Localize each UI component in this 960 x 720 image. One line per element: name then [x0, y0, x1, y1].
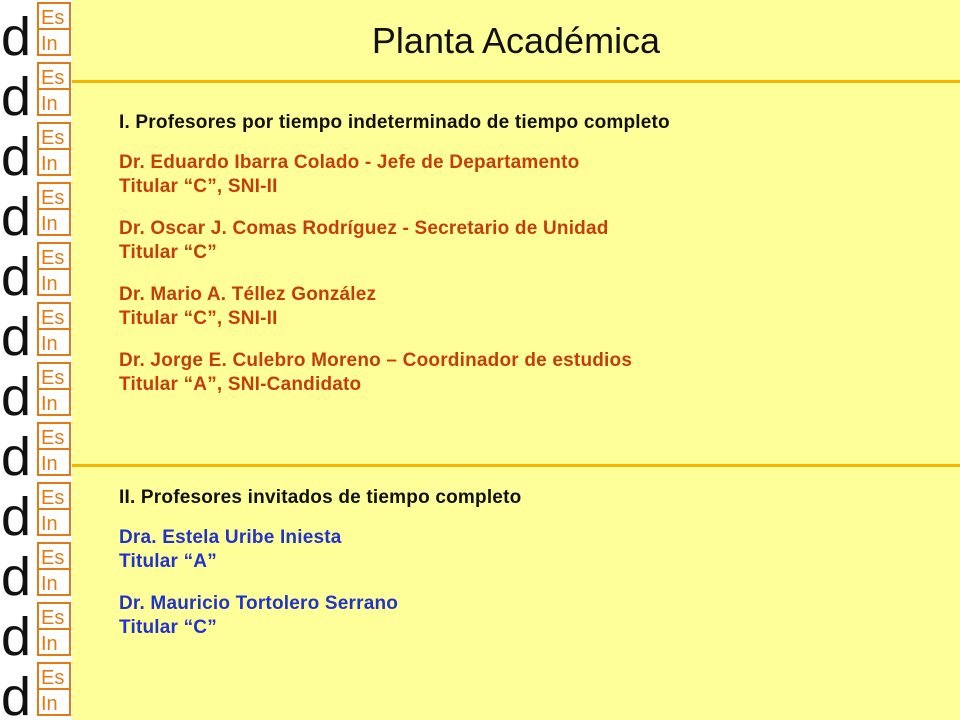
faculty-detail: Titular “A”, SNI-Candidato: [119, 374, 362, 395]
svg-text:Es: Es: [41, 607, 65, 629]
desin-logo: [0, 120, 72, 180]
faculty-name: Dr. Jorge E. Culebro Moreno – Coordinador de estudios: [119, 350, 633, 371]
svg-text:Es: Es: [41, 187, 65, 209]
section-divider: [72, 464, 960, 467]
faculty-entry: [119, 349, 939, 397]
faculty-name: Dr. Eduardo Ibarra Colado - Jefe de Departamento: [119, 152, 580, 173]
svg-text:In: In: [41, 513, 58, 535]
desin-logo: [0, 300, 72, 360]
svg-text:d: d: [1, 127, 32, 180]
svg-text:d: d: [1, 247, 32, 300]
top-divider: [72, 80, 960, 83]
svg-text:Es: Es: [41, 547, 65, 569]
svg-text:Es: Es: [41, 307, 65, 329]
desin-logo: [0, 600, 72, 660]
faculty-detail: Titular “C”, SNI-II: [119, 176, 278, 197]
svg-text:Es: Es: [41, 367, 65, 389]
logo-strip: [0, 0, 72, 720]
faculty-detail: Titular “C”: [119, 617, 217, 638]
section-1: [119, 111, 939, 397]
section-1-heading: I. Profesores por tiempo indeterminado de tiempo completo: [119, 112, 670, 133]
svg-text:In: In: [41, 633, 58, 655]
svg-text:Es: Es: [41, 67, 65, 89]
svg-text:Es: Es: [41, 127, 65, 149]
page-title: Planta Académica: [371, 20, 661, 61]
svg-text:In: In: [41, 153, 58, 175]
svg-text:d: d: [1, 307, 32, 360]
faculty-name: Dra. Estela Uribe Iniesta: [119, 527, 342, 548]
svg-text:In: In: [41, 33, 58, 55]
svg-text:Es: Es: [41, 667, 65, 689]
faculty-detail: Titular “C”, SNI-II: [119, 308, 278, 329]
svg-text:In: In: [41, 93, 58, 115]
faculty-detail: Titular “A”: [119, 551, 217, 572]
svg-text:d: d: [1, 487, 32, 540]
faculty-entry: [119, 217, 939, 265]
faculty-entry: [119, 283, 939, 331]
svg-text:Es: Es: [41, 7, 65, 29]
svg-text:In: In: [41, 393, 58, 415]
faculty-entry: [119, 592, 939, 640]
desin-logo: [0, 480, 72, 540]
svg-text:In: In: [41, 333, 58, 355]
desin-logo: [0, 360, 72, 420]
svg-text:d: d: [1, 547, 32, 600]
desin-logo: [0, 60, 72, 120]
svg-text:In: In: [41, 213, 58, 235]
faculty-name: Dr. Mauricio Tortolero Serrano: [119, 593, 399, 614]
svg-text:In: In: [41, 453, 58, 475]
desin-logo: [0, 240, 72, 300]
svg-text:d: d: [1, 7, 32, 60]
desin-logo: [0, 420, 72, 480]
faculty-entry: [119, 151, 939, 199]
section-2: [119, 486, 939, 640]
svg-text:Es: Es: [41, 487, 65, 509]
svg-text:In: In: [41, 693, 58, 715]
svg-text:d: d: [1, 607, 32, 660]
desin-logo: [0, 660, 72, 720]
svg-text:d: d: [1, 187, 32, 240]
section-2-heading: II. Profesores invitados de tiempo completo: [119, 487, 522, 508]
desin-logo: [0, 180, 72, 240]
faculty-name: Dr. Mario A. Téllez González: [119, 284, 377, 305]
svg-text:d: d: [1, 667, 32, 720]
faculty-entry: [119, 526, 939, 574]
svg-text:In: In: [41, 573, 58, 595]
faculty-detail: Titular “C”: [119, 242, 217, 263]
svg-text:d: d: [1, 67, 32, 120]
svg-text:In: In: [41, 273, 58, 295]
svg-text:Es: Es: [41, 427, 65, 449]
desin-logo: [0, 0, 72, 60]
faculty-name: Dr. Oscar J. Comas Rodríguez - Secretario de Unidad: [119, 218, 609, 239]
svg-text:Es: Es: [41, 247, 65, 269]
desin-logo: [0, 540, 72, 600]
svg-text:d: d: [1, 427, 32, 480]
svg-text:d: d: [1, 367, 32, 420]
